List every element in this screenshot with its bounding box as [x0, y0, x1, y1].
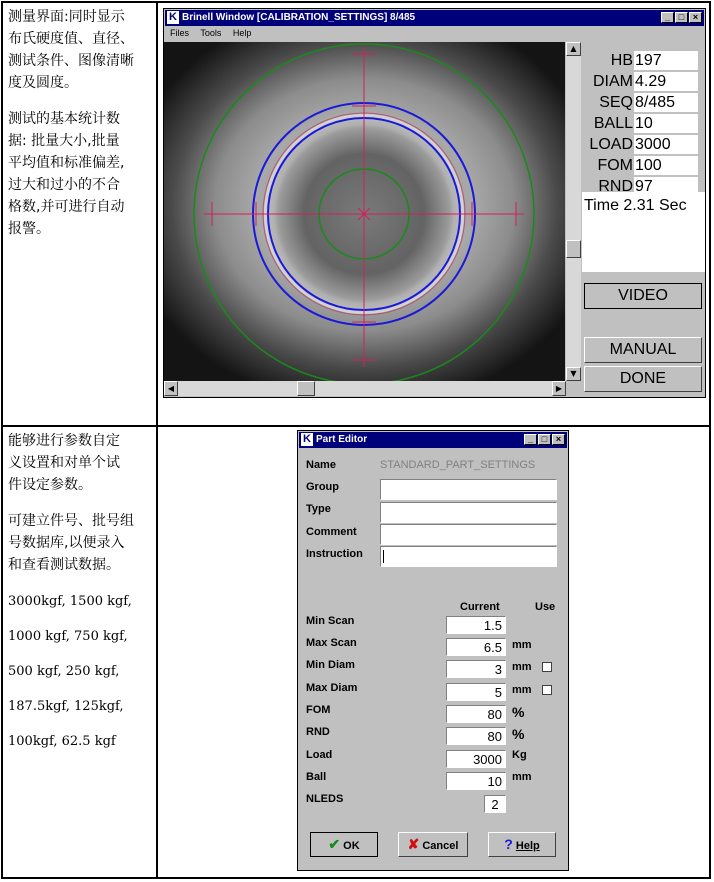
horizontal-scrollbar[interactable] [164, 381, 566, 396]
text-cursor [383, 550, 384, 563]
part-editor-titlebar[interactable] [299, 432, 567, 448]
menu-bar [170, 28, 260, 38]
description-line: 可建立件号、批号组 [8, 513, 134, 529]
app-k-icon: K [167, 11, 179, 24]
current-header: Current [460, 601, 500, 613]
description-line: 过大和过小的不合 [8, 177, 120, 193]
readout-label: LOAD [589, 136, 633, 153]
use-header: Use [535, 601, 556, 613]
load-input[interactable]: 3000 [446, 750, 506, 768]
description-line: 平均值和标准偏差, [8, 155, 125, 171]
comment-label: Comment [306, 526, 357, 538]
description-line: 能够进行参数自定 [8, 433, 120, 449]
vertical-scroll-thumb[interactable] [566, 240, 581, 258]
brinell-window [163, 8, 706, 398]
readout-fom [582, 156, 705, 176]
min-diam-label: Min Diam [306, 659, 355, 671]
instruction-input[interactable] [380, 546, 557, 567]
readout-label: BALL [593, 115, 633, 132]
minimize-icon[interactable]: _ [524, 434, 537, 445]
max-scan-unit: mm [512, 639, 532, 651]
readout-label: RND [598, 178, 633, 195]
scroll-down-arrow-icon[interactable]: ▼ [566, 367, 581, 381]
description-line: 件设定参数。 [8, 477, 92, 493]
cancel-label: Cancel [422, 840, 459, 852]
readout-value: 3000 [634, 135, 698, 154]
fom-input[interactable]: 80 [446, 705, 506, 723]
app-k-icon: K [301, 433, 313, 446]
ok-button[interactable] [310, 832, 378, 857]
manual-button[interactable]: MANUAL [584, 337, 702, 363]
rnd-unit: % [512, 726, 525, 742]
description-line: 测试的基本统计数 [8, 111, 120, 127]
load-unit: Kg [512, 749, 527, 761]
menu-tools[interactable]: Tools [200, 28, 222, 38]
comment-input[interactable] [380, 524, 557, 545]
group-input[interactable] [380, 479, 557, 500]
readout-value: 10 [634, 114, 698, 133]
readout-seq [582, 93, 705, 113]
load-list-line: 500 kgf, 250 kgf, [8, 664, 120, 679]
max-diam-unit: mm [512, 684, 532, 696]
fom-unit: % [512, 704, 525, 720]
menu-files[interactable]: Files [170, 28, 190, 38]
ok-label: OK [343, 840, 360, 852]
checkmark-icon: ✔ [328, 836, 341, 852]
name-value: STANDARD_PART_SETTINGS [380, 459, 536, 471]
description-line: 测试条件、图像清晰 [8, 53, 134, 69]
min-scan-input[interactable]: 1.5 [446, 616, 506, 634]
description-line: 格数,并可进行自动 [8, 199, 125, 215]
video-button[interactable]: VIDEO [584, 283, 702, 309]
readout-label: HB [610, 52, 633, 69]
vertical-scrollbar[interactable] [566, 42, 581, 381]
instruction-label: Instruction [306, 548, 363, 560]
close-icon[interactable]: × [689, 12, 702, 23]
cancel-button[interactable] [398, 832, 468, 857]
readout-diam [582, 72, 705, 92]
group-label: Group [306, 481, 339, 493]
column-divider [156, 1, 158, 879]
description-line: 度及圆度。 [8, 75, 78, 91]
type-input[interactable] [380, 502, 557, 523]
ball-unit: mm [512, 771, 532, 783]
help-label: Help [515, 840, 540, 852]
readout-hb [582, 51, 705, 71]
indentation-image-view[interactable] [164, 42, 565, 381]
readout-label: FOM [597, 157, 633, 174]
nleds-input[interactable]: 2 [484, 795, 506, 813]
window-title: Brinell Window [CALIBRATION_SETTINGS] 8/485 [182, 12, 416, 23]
fom-label: FOM [306, 704, 331, 716]
readout-value: 197 [634, 51, 698, 70]
done-button[interactable]: DONE [584, 366, 702, 392]
name-label: Name [306, 459, 336, 471]
ball-label: Ball [306, 771, 327, 783]
max-diam-input[interactable]: 5 [446, 683, 506, 701]
rnd-input[interactable]: 80 [446, 727, 506, 745]
question-mark-icon: ? [504, 836, 513, 852]
load-label: Load [306, 749, 333, 761]
readout-value: 97 [634, 177, 698, 196]
min-diam-unit: mm [512, 661, 532, 673]
scroll-right-arrow-icon[interactable]: ▶ [552, 381, 566, 396]
maximize-icon[interactable]: □ [675, 12, 688, 23]
x-cancel-icon: ✘ [407, 836, 420, 852]
row-divider [1, 425, 711, 427]
load-list-line: 3000kgf, 1500 kgf, [8, 594, 132, 609]
max-scan-label: Max Scan [306, 637, 357, 649]
load-list-line: 1000 kgf, 750 kgf, [8, 629, 128, 644]
description-line: 义设置和对单个试 [8, 455, 120, 471]
window-title: Part Editor [316, 434, 368, 445]
load-list-line: 187.5kgf, 125kgf, [8, 699, 124, 714]
brinell-titlebar[interactable] [165, 10, 704, 26]
readout-value: 4.29 [634, 72, 698, 91]
scroll-up-arrow-icon[interactable]: ▲ [566, 42, 581, 56]
maximize-icon[interactable]: □ [538, 434, 551, 445]
nleds-label: NLEDS [306, 793, 344, 805]
menu-help[interactable]: Help [232, 28, 252, 38]
readout-load [582, 135, 705, 155]
readout-rnd [582, 177, 705, 197]
type-label: Type [306, 503, 331, 515]
description-line: 和查看测试数据。 [8, 557, 120, 573]
readout-label: SEQ [599, 94, 633, 111]
readout-panel [582, 42, 705, 272]
indentation-image [164, 42, 565, 381]
rnd-label: RND [306, 726, 330, 738]
description-line: 据: 批量大小,批量 [8, 133, 120, 149]
readout-label: DIAM [593, 73, 633, 90]
description-line: 测量界面:同时显示 [8, 9, 125, 25]
readout-value: 8/485 [634, 93, 698, 112]
minimize-icon[interactable]: _ [661, 12, 674, 23]
horizontal-scroll-thumb[interactable] [297, 381, 315, 396]
max-diam-label: Max Diam [306, 682, 358, 694]
scroll-left-arrow-icon[interactable]: ◀ [164, 381, 178, 396]
readout-value: 100 [634, 156, 698, 175]
max-diam-use-checkbox[interactable] [542, 685, 552, 695]
load-list-line: 100kgf, 62.5 kgf [8, 734, 116, 749]
min-diam-input[interactable]: 3 [446, 660, 506, 678]
time-readout: Time 2.31 Sec [584, 197, 687, 214]
min-scan-label: Min Scan [306, 615, 355, 627]
description-line: 布氏硬度值、直径、 [8, 31, 134, 47]
readout-ball [582, 114, 705, 134]
max-scan-input[interactable]: 6.5 [446, 638, 506, 656]
part-editor-window [297, 430, 569, 871]
close-icon[interactable]: × [552, 434, 565, 445]
min-diam-use-checkbox[interactable] [542, 662, 552, 672]
description-line: 号数据库,以便录入 [8, 535, 125, 551]
ball-input[interactable]: 10 [446, 772, 506, 790]
description-line: 报警。 [8, 221, 50, 237]
help-button[interactable] [488, 832, 556, 857]
